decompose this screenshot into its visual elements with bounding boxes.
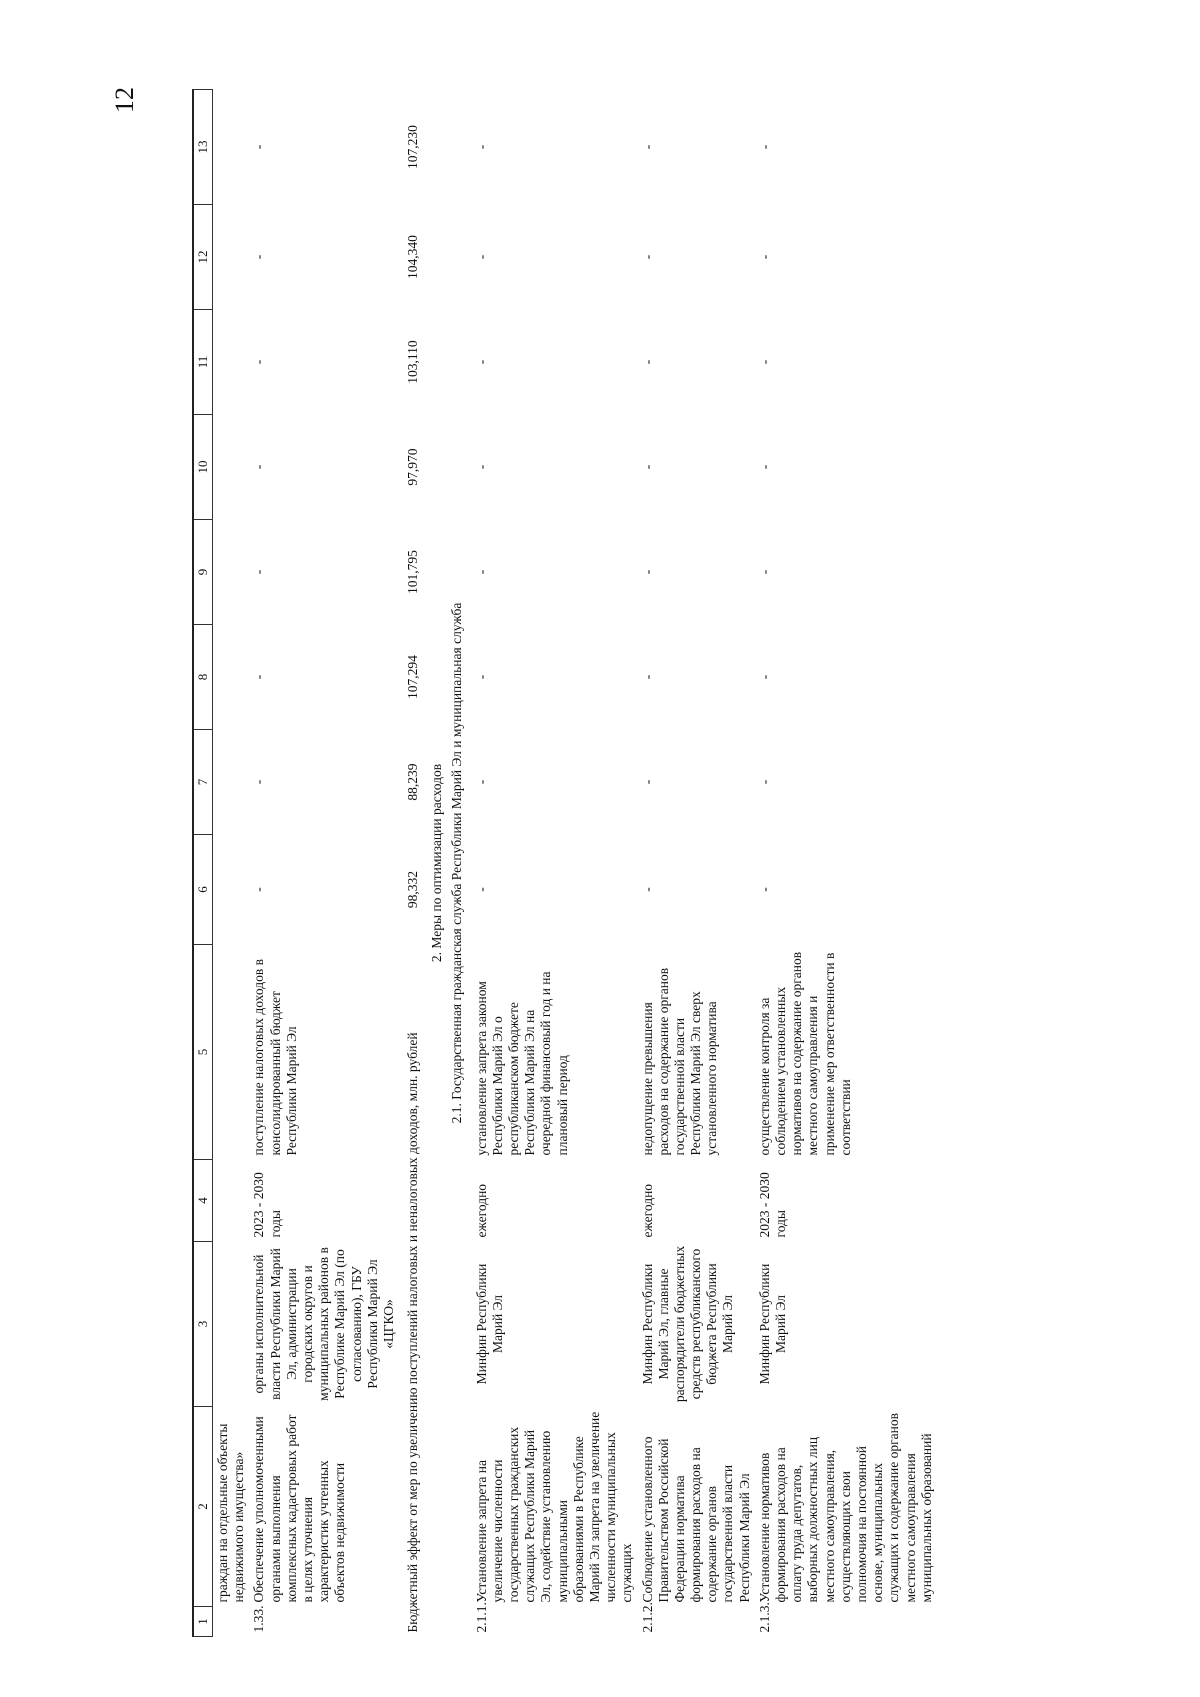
value-cell: -: [756, 144, 772, 150]
col-header: 2: [193, 1407, 213, 1607]
value-cell: -: [639, 779, 655, 785]
col-header: 10: [193, 415, 213, 520]
value-cell: -: [473, 464, 489, 470]
executors-cell: Минфин Республики Марий Эл: [756, 1263, 788, 1385]
col-header: 9: [193, 520, 213, 625]
value-cell: -: [639, 674, 655, 680]
result-cell: поступление налоговых доходов в консолидированный бюджет Республики Марий Эл: [251, 958, 299, 1156]
section-heading: 2. Меры по оптимизации расходов: [429, 763, 445, 963]
executors-cell: органы исполнительной власти Республики Марий Эл, администрации городских округов и муниципальных районов в Республике Марий Эл (по согласованию), ГБУ Республики Марий Эл «ЦГКО»: [251, 1247, 396, 1401]
value-cell: 101,795: [405, 550, 421, 594]
col-header: 7: [193, 730, 213, 835]
value-cell: -: [639, 144, 655, 150]
value-cell: -: [251, 359, 267, 365]
value-cell: -: [639, 569, 655, 575]
executors-cell: Минфин Республики Марий Эл, главные распорядители бюджетных средств республиканского бюджета Республики Марий Эл: [639, 1245, 736, 1403]
col-header: 13: [193, 90, 213, 205]
period-cell: 2023 - 2030 годы: [756, 1172, 788, 1238]
value-cell: -: [473, 144, 489, 150]
col-header: 8: [193, 625, 213, 730]
value-cell: 103,110: [405, 340, 421, 384]
value-cell: -: [756, 359, 772, 365]
result-cell: осуществление контроля за соблюдением установленных нормативов на содержание органов местного самоуправления и применение мер ответственности в соответствии: [756, 951, 853, 1156]
value-cell: -: [473, 254, 489, 260]
row-number: 1.33.: [251, 1605, 267, 1633]
value-cell: -: [251, 674, 267, 680]
value-cell: -: [473, 887, 489, 892]
value-cell: 88,239: [405, 763, 421, 801]
value-cell: -: [473, 779, 489, 785]
table-row: [468, 90, 638, 1637]
value-cell: -: [756, 569, 772, 575]
measure-cell: Обеспечение уполномоченными органами выполнения комплексных кадастровых работ в целях уточнения характеристик учтенных объектов недвижимости: [251, 1414, 348, 1603]
value-cell: 104,340: [405, 235, 421, 279]
col-header: 6: [193, 835, 213, 945]
period-cell: ежегодно: [473, 1183, 489, 1238]
value-cell: -: [251, 569, 267, 575]
value-cell: -: [756, 464, 772, 470]
col-header: 1: [193, 1607, 213, 1637]
executors-cell: Минфин Республики Марий Эл: [473, 1263, 505, 1385]
value-cell: -: [473, 569, 489, 575]
measure-cell: Установление нормативов формирования расходов на оплату труда депутатов, выборных должностных лиц местного самоуправления, осуществляющих свои полномочия на постоянной основе, муниципальных служащих и содержание органов местного самоуправления муниципальных образований: [756, 1413, 934, 1603]
value-cell: -: [251, 254, 267, 260]
table-row: [213, 90, 250, 1637]
col-header: 12: [193, 205, 213, 310]
table-row: [755, 90, 937, 1637]
value-cell: -: [756, 254, 772, 260]
measure-cell: Соблюдение установленного Правительством Российской Федерации норматива формирования расходов на содержание органов государственной власти Республики Марий Эл: [639, 1436, 752, 1603]
value-cell: -: [756, 887, 772, 892]
measures-table: [192, 89, 937, 1637]
value-cell: -: [756, 674, 772, 680]
value-cell: -: [639, 464, 655, 470]
value-cell: -: [251, 144, 267, 150]
row-number: 2.1.1.: [473, 1602, 489, 1633]
period-cell: 2023 - 2030 годы: [251, 1172, 283, 1238]
row-number: 2.1.2.: [639, 1602, 655, 1633]
col-header: 4: [193, 1160, 213, 1242]
col-header: 3: [193, 1242, 213, 1407]
result-cell: установление запрета законом Республики Марий Эл о республиканском бюджете Республики Марий Эл на очередной финансовый год и на плановый период: [473, 971, 570, 1156]
budget-effect-row: [399, 90, 423, 1637]
value-cell: 107,230: [405, 125, 421, 169]
subsection-row: [447, 90, 467, 1637]
table-row: [638, 90, 755, 1637]
value-cell: -: [639, 254, 655, 260]
col-header: 11: [193, 310, 213, 415]
subsection-heading: 2.1. Государственная гражданская служба Республики Марий Эл и муниципальная служба: [449, 602, 465, 1124]
value-cell: -: [756, 779, 772, 785]
value-cell: -: [639, 359, 655, 365]
measure-cell: граждан на отдельные объекты недвижимого имущества»: [215, 1423, 247, 1603]
value-cell: -: [251, 464, 267, 470]
value-cell: -: [251, 779, 267, 785]
result-cell: недопущение превышения расходов на содержание органов государственной власти Республики Марий Эл сверх установленного норматива: [639, 967, 720, 1156]
value-cell: 98,332: [405, 870, 421, 909]
col-header: 5: [193, 945, 213, 1160]
measure-cell: Установление запрета на увеличение численности государственных гражданских служащих Республики Марий Эл, содействие установлению муниципальными образованиями в Республике Марий Эл запрета на увеличение численности муниципальных служащих: [473, 1411, 635, 1603]
page-number: 12: [110, 87, 139, 113]
value-cell: -: [639, 887, 655, 892]
budget-effect-label: Бюджетный эффект от мер по увеличению поступлений налоговых и неналоговых доходов, млн. рублей: [405, 1032, 421, 1633]
section-row: [423, 90, 447, 1637]
period-cell: ежегодно: [639, 1183, 655, 1238]
value-cell: -: [473, 674, 489, 680]
header-row: [193, 90, 213, 1637]
row-number: 2.1.3.: [756, 1602, 772, 1633]
value-cell: -: [473, 359, 489, 365]
value-cell: -: [251, 887, 267, 892]
table-row: [249, 90, 399, 1637]
value-cell: 97,970: [405, 448, 421, 486]
value-cell: 107,294: [405, 655, 421, 699]
